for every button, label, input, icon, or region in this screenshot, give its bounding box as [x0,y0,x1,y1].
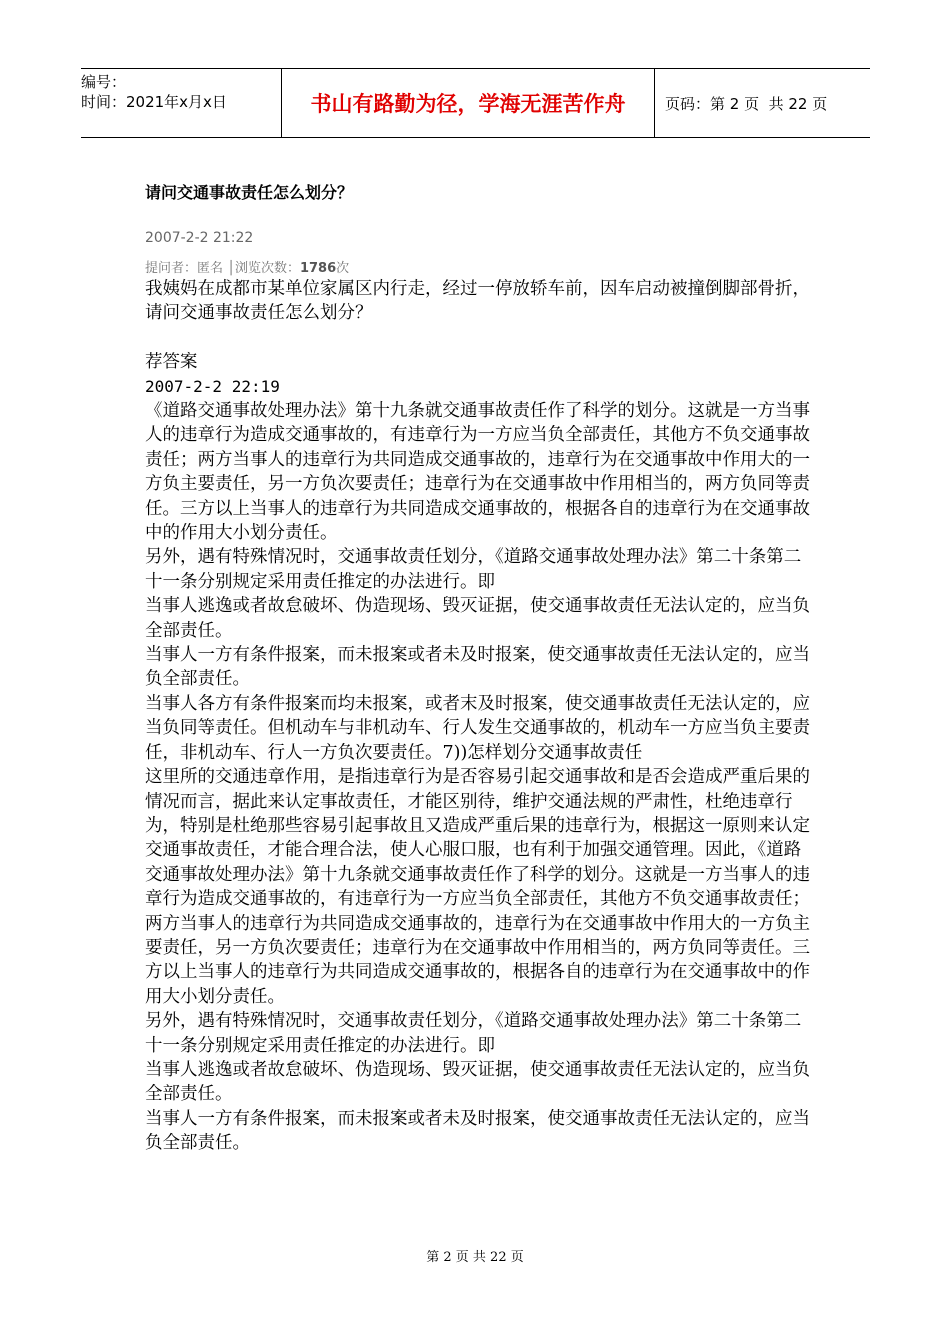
question-meta [145,257,349,276]
answer-paragraph: 当事人一方有条件报案，而未报案或者未及时报案，使交通事故责任无法认定的，应当负全部责任。 [145,1108,810,1154]
document-body [145,277,810,1156]
number-label: 编号： [81,73,127,91]
time-label: 时间：2021年x月x日 [81,93,227,111]
answer-paragraph: 另外，遇有特殊情况时，交通事故责任划分，《道路交通事故处理办法》第二十条第二十一条分别规定采用责任推定的办法进行。即 [145,547,802,592]
answer-paragraph: 《道路交通事故处理办法》第十九条就交通事故责任作了科学的划分。这就是一方当事人的违章行为造成交通事故的，有违章行为一方应当负全部责任，其他方不负交通事故责任；两方当事人的违章行为共同造成交通事故的，违章行为在交通事故中作用大的一方负主要责任，另一方负次要责任；违章行为在交通事故中作用相当的，两方负同等责任。三方以上当事人的违章行为共同造成交通事故的，根据各自的违章行为在交通事故中的作用大小划分责任。 [145,401,810,544]
answer-label: 荐答案 [145,352,198,373]
header-page-cell [655,69,870,137]
blank-line [145,326,810,350]
page-footer: 第 2 页 共 22 页 [426,1250,524,1265]
view-count: 1786 [299,261,337,276]
asker-info: 提问者：匿名 │浏览次数： [145,261,300,276]
page-header [81,68,870,138]
answer-paragraph: 这里所的交通违章作用，是指违章行为是否容易引起交通事故和是否会造成严重后果的情况而言，据此来认定事故责任，才能区别待，维护交通法规的严肃性，杜绝违章行为，特别是杜绝那些容易引起事故且又造成严重后果的违章行为，根据这一原则来认定交通事故责任，才能合理合法，使人心服口服，也有利于加强交通管理。因此，《道路交通事故处理办法》第十九条就交通事故责任作了科学的划分。这就是一方当事人的违章行为造成交通事故的，有违章行为一方应当负全部责任，其他方不负交通事故责任；两方当事人的违章行为共同造成交通事故的，违章行为在交通事故中作用大的一方负主要责任，另一方负次要责任；违章行为在交通事故中作用相当的，两方负同等责任。三方以上当事人的违章行为共同造成交通事故的，根据各自的违章行为在交通事故中的作用大小划分责任。 [145,767,810,1007]
header-page-info: 页码：第 2 页 共 22 页 [665,94,828,113]
answer-paragraph: 当事人逃逸或者故怠破坏、伪造现场、毁灭证据，使交通事故责任无法认定的，应当负全部责任。 [145,1059,810,1105]
question-date: 2007-2-2 21:22 [145,230,254,246]
answer-paragraph: 另外，遇有特殊情况时，交通事故责任划分，《道路交通事故处理办法》第二十条第二十一条分别规定采用责任推定的办法进行。即 [145,1011,802,1056]
header-motto: 书山有路勤为径，学海无涯苦作舟 [282,69,655,137]
header-meta-cell [81,69,282,137]
answer-paragraph: 当事人一方有条件报案，而未报案或者未及时报案，使交通事故责任无法认定的，应当负全部责任。 [145,645,810,690]
answer-paragraph: 当事人各方有条件报案而均未报案，或者末及时报案，使交通事故责任无法认定的，应当负同等责任。但机动车与非机动车、行人发生交通事故的，机动车一方应当负主要责任，非机动车、行人一方负次要责任。7))怎样划分交通事故责任 [145,693,810,763]
question-title: 请问交通事故责任怎么划分？ [145,183,354,202]
question-body: 我姨妈在成都市某单位家属区内行走，经过一停放轿车前，因车启动被撞倒脚部骨折，请问交通事故责任怎么划分？ [145,279,810,324]
answer-paragraph: 当事人逃逸或者故怠破坏、伪造现场、毁灭证据，使交通事故责任无法认定的，应当负全部责任。 [145,596,810,641]
view-count-suffix: 次 [336,261,350,276]
answer-date: 2007-2-2 22:19 [145,376,280,396]
